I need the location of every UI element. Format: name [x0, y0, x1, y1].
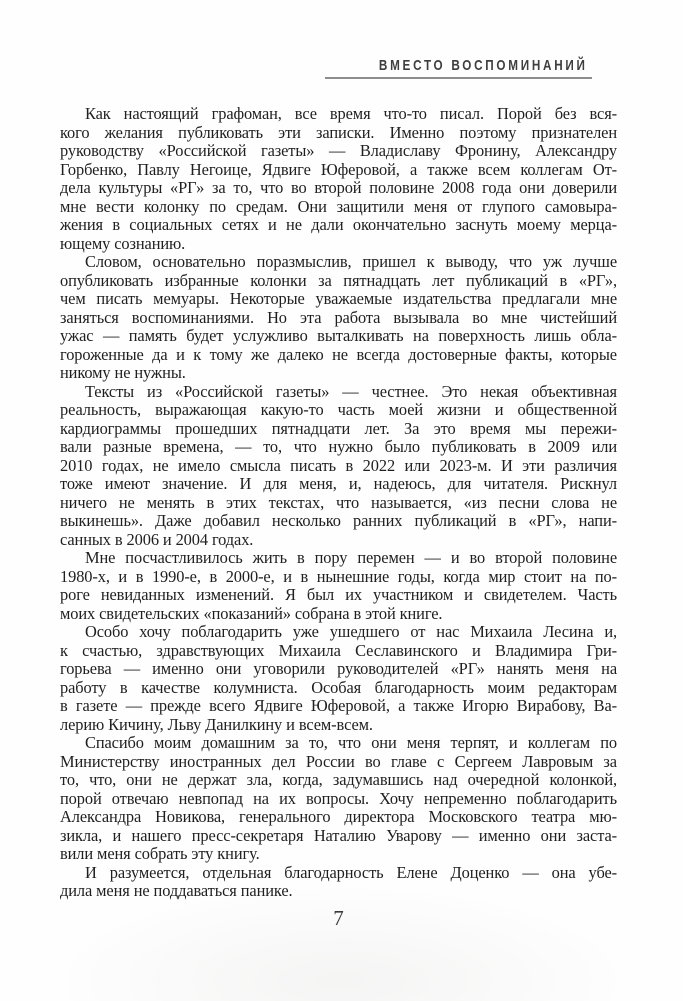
text-line: лерию Кичину, Льву Данилкину и всем-всем. — [60, 715, 373, 734]
text-line: гороженные да и к тому же далеко не всегда достоверные факты, которые — [60, 345, 617, 364]
text-line: работу в качестве колумниста. Особая благодарность моим редакторам — [60, 678, 617, 697]
text-line: ужас — память будет услужливо выталкивать на поверхность лишь обла- — [60, 327, 617, 345]
text-line: опубликовать избранные колонки за пятнадцать лет публикаций в «РГ», — [60, 271, 617, 290]
text-line: в газете — прежде всего Ядвиге Юферовой, а также Игорю Вирабову, Ва- — [60, 697, 617, 715]
text-line: тоже имеют значение. И для меня, и, надеюсь, для читателя. Рискнул — [60, 475, 617, 493]
text-line: зикла, и нашего пресс-секретаря Наталию Уварову — именно они заста- — [60, 826, 617, 845]
text-line: Как настоящий графоман, все время что-то писал. Порой без вся- — [85, 105, 617, 123]
text-line: моих свидетельских «показаний» собрана в этой книге. — [60, 604, 443, 623]
text-line: реальность, выражающая какую-то часть моей жизни и общественной — [60, 401, 617, 419]
paragraph — [60, 549, 617, 623]
text-line: Министерству иностранных дел России во главе с Сергеем Лавровым за — [60, 752, 617, 771]
text-line: никому не нужны. — [60, 364, 186, 382]
text-line: санных в 2006 и 2004 годах. — [60, 530, 254, 549]
text-line: Тексты из «Российской газеты» — честнее. Это некая объективная — [85, 382, 617, 401]
text-line: чем писать мемуары. Некоторые уважаемые издательства предлагали мне — [60, 290, 617, 308]
text-line: к счастью, здравствующих Михаила Сеславинского и Владимира Гри- — [60, 641, 617, 660]
text-line: заняться воспоминаниями. Но эта работа вызывала во мне чистейший — [60, 308, 617, 327]
text-line: кардиограммы прошедших пятнадцати лет. За это время мы пережи- — [60, 419, 617, 438]
paragraph — [60, 105, 617, 253]
text-line: Особо хочу поблагодарить уже ушедшего от нас Михаила Лесина и, — [85, 623, 617, 641]
header-rule — [325, 77, 592, 79]
text-line: дила меня не поддаваться панике. — [60, 882, 293, 900]
text-line: И разумеется, отдельная благодарность Елене Доценко — она убе- — [85, 863, 617, 882]
text-line: ничего не менять в этих текстах, что называется, «из песни слова не — [60, 493, 617, 512]
text-line: выкинешь». Даже добавил несколько ранних публикаций в «РГ», напи- — [60, 512, 617, 530]
page-body — [60, 105, 617, 901]
text-line: Горбенко, Павлу Негоице, Ядвиге Юферовой, а также всем коллегам От- — [60, 160, 617, 179]
text-line: Александра Новикова, генерального директора Московского театра мю- — [60, 808, 617, 826]
text-line: вали разные времена, — то, что нужно было публиковать в 2009 или — [60, 438, 617, 456]
text-line: Спасибо моим домашним за то, что они меня терпят, и коллегам по — [85, 734, 617, 752]
text-line: 2010 годах, не имело смысла писать в 2022 или 2023-м. И эти различия — [60, 456, 617, 475]
paragraph — [60, 864, 617, 901]
text-line: дела культуры «РГ» за то, что во второй половине 2008 года они доверили — [60, 179, 617, 197]
text-line: мне вести колонку по средам. Они защитили меня от глупого самовыра- — [60, 197, 617, 216]
text-line: руководству «Российской газеты» — Владиславу Фронину, Александру — [60, 142, 617, 160]
running-header: ВМЕСТО ВОСПОМИНАНИЙ — [379, 57, 588, 74]
page-number: 7 — [333, 906, 344, 930]
text-line: порой отвечаю невпопад на их вопросы. Хочу непременно поблагодарить — [60, 789, 617, 808]
text-line: то, что, они не держат зла, когда, задумавшись над очередной колонкой, — [60, 771, 617, 789]
text-line: жения в социальных сетях и не дали окончательно заснуть моему мерца- — [60, 216, 617, 234]
paragraph — [60, 383, 617, 550]
text-line: ющему сознанию. — [60, 234, 186, 253]
text-line: кого желания публиковать эти записки. Именно поэтому признателен — [60, 123, 617, 142]
paragraph — [60, 253, 617, 383]
text-line: роге невиданных изменений. Я был их участником и свидетелем. Часть — [60, 586, 617, 604]
paragraph — [60, 734, 617, 864]
text-line: 1980-х, и в 1990-е, в 2000-е, и в нынешние годы, когда мир стоит на по- — [60, 567, 617, 586]
paragraph — [60, 623, 617, 734]
text-line: горьева — именно они уговорили руководителей «РГ» нанять меня на — [60, 660, 617, 678]
text-line: Мне посчастливилось жить в пору перемен — и во второй половине — [85, 549, 617, 567]
text-line: вили меня собрать эту книгу. — [60, 845, 260, 863]
text-line: Словом, основательно поразмыслив, пришел к выводу, что уж лучше — [85, 253, 617, 271]
